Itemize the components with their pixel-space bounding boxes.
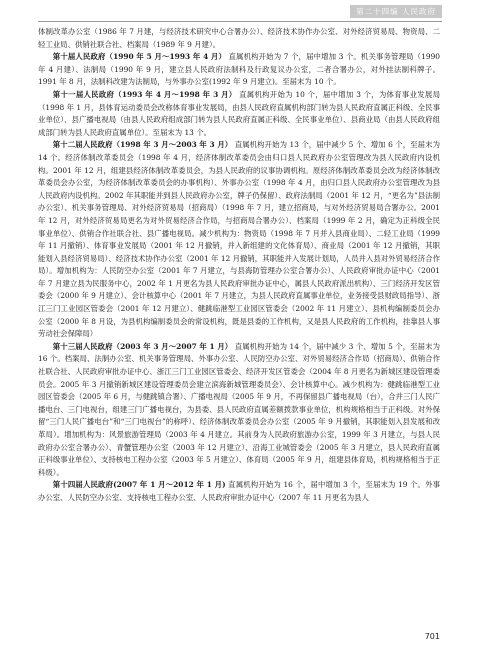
section-heading: 第十四届人民政府(2007 年 1 月～2012 年 1 月) xyxy=(52,480,226,490)
running-head: 第二十四编 人民政府 xyxy=(350,5,442,18)
paragraph-12th-government xyxy=(38,139,440,341)
paragraph-continued xyxy=(38,26,440,51)
paragraph-text: 直属机构开始为 10 个，届中增加 3 个，为体育事业发展局（1998 年 1 月，县体育运动委员会改称体育事业发展局，由县人民政府直属机构部门转为县人民政府直属正科级、全民事业单位）、县广播电视局（由县人民政府组成部门转为县人民政府直属正科级、全民事业单位）、县商业局（由县人民政府组成部门转为县人民政府直属单位）。至届末为 13 个。 xyxy=(38,89,440,137)
section-heading: 第十一届人民政府（1993 年 4 月～1998 年 3 月） xyxy=(52,89,237,99)
body-text xyxy=(38,26,440,505)
paragraph-text: 直属机构开始为 13 个，届中减少 5 个、增加 6 个，至届末为 14 个。经济体制改革委员会（1998 年 4 月，经济体制改革委员会由归口县人民政府办公室管理改为县人民政府内设机构。2001 年 12 月，组建县经济体制改革委员会，为县人民政府的议事协调机构。原经济体制改革委员会改为经济体制改革委员会办公室，为经济体制改革委员会的办事机构）、外事办公室（1998 年 4 月，由归口县人民政府办公室管理改为县人民政府内设机构。2002 年其职能并到县人民政府办公室，牌子仍保留）、政府法制局（2001 年 12 月，“更名为”县法制办公室）、机关事务管理局、对外经济贸易局（招商局）（1998 年 7 月，建立招商局，与对外经济贸易局合署办公。2001 年 12 月，对外经济贸易局更名为对外贸易经济合作局，与招商局合署办公）、档案局（1999 年 2 月，确定为正科级全民事业单位）、供销合作社联合社、县广播电视局。减少机构为：物资局（1998 年 7 月并入县商业局）、二轻工业局（1999 年 11 月撤销）、体育事业发展局（2001 年 12 月撤销，并入新组建的文化体育局）、商业局（2001 年 12 月撤销，其职能划入县经济贸易局）、经济技术协作办公室（2001 年 12 月撤销，其职能并入发展计划局，人员并入县对外贸易经济合作局）。增加机构为：人民防空办公室（2001 年 7 月建立，与县海防管理办公室合署办公）、人民政府审批办证中心（2001 年 7 月建立县为民服务中心，2002 年 1 月更名为县人民政府审批办证中心，属县人民政府派出机构）、三门经济开发区管委会（2000 年 9 月建立）、会计核算中心（2001 年 7 月建立，为县人民政府直属事业单位，业务接受县财政局指导）、浙江三门工业园区管委会（2001 年 12 月建立）、健跳临港型工业园区管委会（2002 年 11 月建立）、县机构编制委员会办公室（2000 年 8 月设，为县机构编制委员会的常设机构，既是县委的工作机构，又是县人民政府的工作机构，挂靠县人事劳动社会保障局） xyxy=(38,140,440,339)
paragraph-text: 直属机构开始为 14 个，届中减少 3 个、增加 5 个，至届末为 16 个。档案局、法制办公室、机关事务管理局、外事办公室、人民防空办公室、对外贸易经济合作局（招商局）、供销合作社联合社、人民政府审批办证中心、浙江三门工业园区管委会、经济开发区管委会（2004 年 8 月更名为新城区建设管理委员会。2005 年 3 月撤销新城区建设管理委员会建立滨海新城管理委员会）、会计核算中心。减少机构为：健跳临港型工业园区管委会（2005 年 6 月，与健跳镇合署）、广播电视局（2005 年 9 月，不再保留县广播电视局（台），合并三门人民广播电台、三门电视台，组建三门广播电视台，为县委、县人民政府直属差额拨款事业单位，机构规格相当于正科级。对外保留“三门人民广播电台”和“三门电视台”的称呼）、经济体制改革委员会办公室（2005 年 9 月撤销，其职能划入县发展和改革局）。增加机构为：风景旅游管理局（2003 年 4 月建立。其前身为人民政府旅游办公室，1999 年 3 月建立，与县人民政府办公室合署办公）、青蟹管理办公室（2003 年 12 月建立）、沿海工业城管委会（2005 年 3 月建立，县人民政府直属正科级事业单位）、支持核电工程办公室（2003 年 5 月建立）、体育局（2005 年 9 月，组建县体育局，机构规格相当于正科级）。 xyxy=(38,341,440,477)
paragraph-text: 直属机构开始为 7 个，届中增加 3 个。机关事务管理局（1990 年 4 月建）、法制局（1990 年 9 月，建立县人民政府法制科及行政复议办公室，二者合署办公，对外挂法制科牌子。1991 年 8 月，法制科改建为法制局，与外事办公室(1992 年 9 月建立)。至届末为 10 个。 xyxy=(38,52,440,87)
section-heading: 第十届人民政府（1990 年 5 月～1993 年 4 月） xyxy=(52,52,227,62)
header-rule xyxy=(38,21,442,22)
paragraph-11th-government xyxy=(38,89,440,139)
paragraph-14th-government xyxy=(38,479,440,504)
paragraph-text: 直属机构开始为 16 个，届中增加 3 个，至届末为 19 个。外事办公室、人民防空办公室、支持核电工程办公室、人民政府审批办证中心（2007 年 11 月更名为县人 xyxy=(38,480,441,502)
section-heading: 第十三届人民政府（2003 年 3 月～2007 年 1 月） xyxy=(52,341,233,351)
page-header xyxy=(0,0,480,22)
paragraph-10th-government xyxy=(38,51,440,89)
page-number: 701 xyxy=(424,632,440,641)
section-heading: 第十二届人民政府（1998 年 3 月～2003 年 3 月） xyxy=(52,140,233,150)
paragraph-13th-government xyxy=(38,341,440,480)
paragraph-text: 体制改革办公室（1986 年 7 月建，与经济技术研究中心合署办公）、经济技术协作办公室、对外经济贸易局、物资局、二轻工业局、供销社联合社、档案局（1989 年 9 月建）。 xyxy=(38,27,440,49)
